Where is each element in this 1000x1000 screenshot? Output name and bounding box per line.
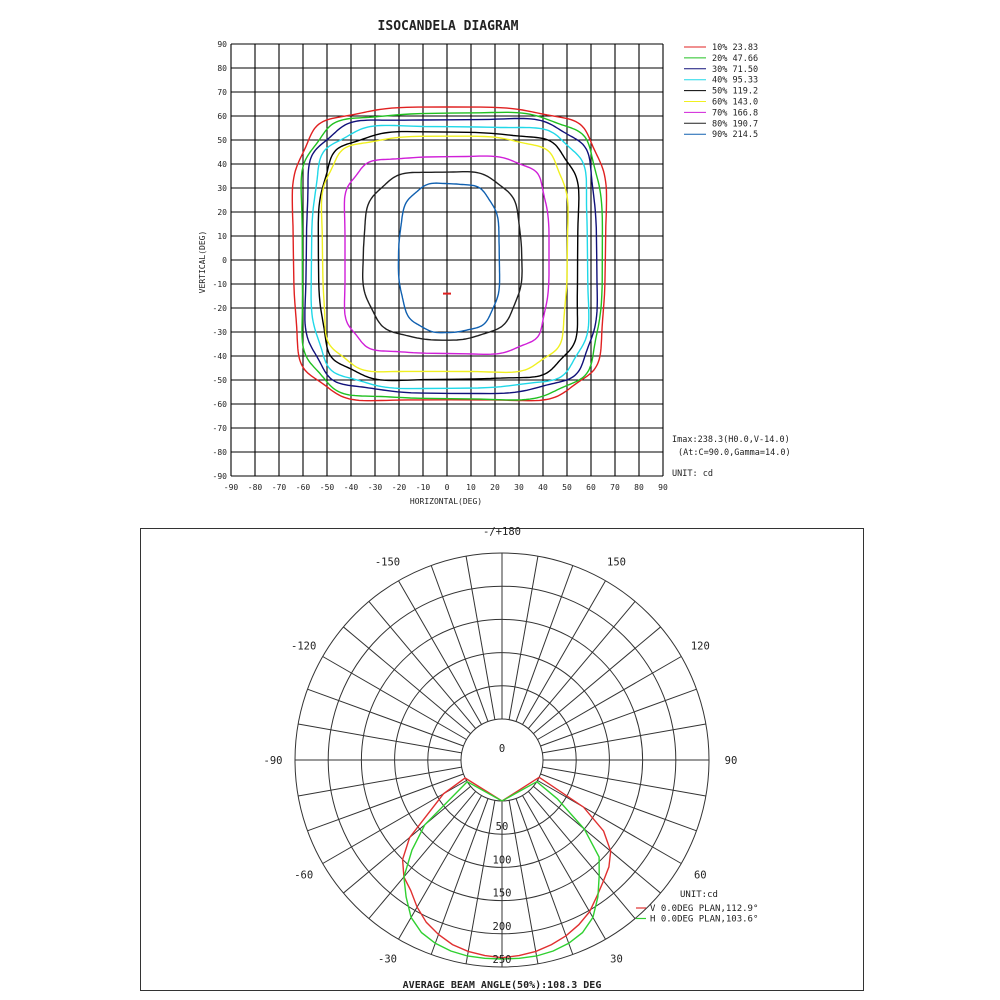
polar-grid-spoke [298, 724, 461, 753]
polar-grid-spoke [541, 689, 697, 746]
iso-y-tick-label: 10 [217, 232, 227, 241]
iso-y-tick-label: -90 [212, 472, 227, 481]
polar-legend-label: H 0.0DEG PLAN,103.6° [650, 914, 759, 925]
polar-grid-spoke [431, 799, 488, 955]
iso-y-tick-label: -80 [212, 448, 227, 457]
iso-y-tick-label: 40 [217, 160, 227, 169]
iso-x-axis-label: HORIZONTAL(DEG) [409, 497, 483, 506]
polar-chart [141, 526, 864, 991]
iso-y-tick-label: -70 [212, 424, 227, 433]
polar-grid [295, 553, 709, 967]
iso-legend-label: 80% 190.7 [712, 119, 759, 130]
iso-contour-line [398, 183, 499, 333]
iso-x-tick-label: -80 [247, 483, 263, 492]
iso-y-tick-label: -50 [212, 376, 227, 385]
polar-angle-label: -30 [378, 953, 397, 966]
iso-x-tick-label: 60 [586, 483, 596, 492]
polar-legend-label: V 0.0DEG PLAN,112.9° [650, 904, 759, 914]
polar-radial-tick-label: 150 [492, 887, 512, 900]
polar-angle-label: 150 [607, 556, 626, 569]
iso-x-tick-label: -60 [295, 483, 311, 492]
polar-angle-label: 0 [498, 743, 506, 755]
iso-x-tick-label: -40 [343, 483, 359, 492]
polar-grid-spoke [509, 800, 538, 963]
iso-x-tick-label: -50 [319, 483, 335, 492]
iso-x-tick-label: -90 [223, 483, 239, 492]
iso-contour-line [311, 125, 589, 388]
polar-grid-spoke [528, 601, 635, 728]
iso-x-tick-label: 0 [444, 483, 450, 492]
iso-y-tick-label: 30 [217, 184, 227, 193]
polar-angle-label: 120 [690, 640, 710, 653]
polar-grid-spoke [516, 565, 573, 721]
iso-unit-annotation: UNIT: cd [672, 469, 713, 479]
iso-y-tick-label: -10 [212, 280, 227, 289]
polar-angle-label: 90 [724, 755, 738, 767]
polar-unit-annotation: UNIT:cd [680, 890, 718, 900]
iso-contours [292, 107, 606, 401]
iso-legend-label: 90% 214.5 [712, 130, 759, 141]
polar-grid-spoke [466, 556, 495, 719]
iso-x-tick-label: -20 [391, 483, 407, 492]
iso-legend-label: 70% 166.8 [712, 108, 759, 119]
polar-beam-angle-caption: AVERAGE BEAM ANGLE(50%):108.3 DEG [402, 980, 602, 991]
iso-x-tick-label: -70 [271, 483, 287, 492]
iso-x-tick-label: 30 [514, 483, 524, 492]
polar-grid-spoke [541, 774, 697, 831]
iso-x-tick-label: 20 [490, 483, 500, 492]
polar-grid-spoke [307, 689, 463, 746]
polar-angle-label: -/+180 [483, 526, 521, 538]
iso-x-tick-label: 10 [466, 483, 476, 492]
iso-imax-annotation: Imax:238.3(H0.0,V-14.0) [672, 435, 790, 445]
polar-radial-tick-label: 100 [492, 854, 512, 867]
iso-legend-label: 60% 143.0 [712, 97, 759, 108]
iso-y-tick-labels [213, 40, 228, 481]
iso-legend [684, 43, 758, 140]
polar-grid-spoke [466, 800, 495, 963]
iso-contour-line [301, 112, 602, 400]
polar-grid-spoke [343, 786, 470, 893]
iso-contour-line [292, 107, 606, 401]
iso-x-tick-labels [224, 483, 668, 492]
iso-x-tick-label: 50 [562, 483, 572, 492]
iso-contour-line [363, 172, 522, 341]
iso-x-tick-label: -10 [415, 483, 431, 492]
polar-grid-spoke [369, 791, 476, 918]
iso-y-tick-label: 90 [217, 40, 227, 49]
iso-y-tick-label: 80 [217, 64, 227, 73]
iso-at-annotation: (At:C=90.0,Gamma=14.0) [678, 448, 791, 458]
polar-grid-spoke [431, 565, 488, 721]
iso-y-tick-label: 60 [217, 112, 227, 121]
iso-legend-label: 20% 47.66 [712, 53, 759, 64]
polar-grid-spoke [542, 724, 705, 753]
polar-grid-spoke [369, 601, 476, 728]
iso-x-tick-label: 70 [610, 483, 620, 492]
iso-legend-label: 30% 71.50 [712, 64, 759, 75]
polar-grid-spoke [516, 799, 573, 955]
polar-grid-spoke [533, 627, 660, 734]
iso-y-tick-label: -60 [212, 400, 227, 409]
polar-grid-spoke [533, 786, 660, 893]
polar-angle-label: -60 [294, 869, 314, 882]
iso-x-tick-label: -30 [367, 483, 383, 492]
iso-contour-line [318, 132, 579, 381]
iso-title: ISOCANDELA DIAGRAM [377, 19, 519, 34]
iso-legend-label: 10% 23.83 [712, 43, 759, 53]
polar-grid-ring [461, 719, 543, 801]
iso-y-tick-label: 0 [222, 256, 227, 265]
iso-x-tick-label: 40 [538, 483, 548, 492]
polar-grid-spoke [307, 774, 463, 831]
iso-x-tick-label: 80 [634, 483, 644, 492]
iso-legend-label: 50% 119.2 [712, 86, 759, 97]
iso-y-tick-label: -20 [212, 304, 227, 313]
polar-angle-label: -120 [291, 640, 317, 653]
polar-legend [636, 904, 758, 925]
polar-grid-spoke [542, 767, 705, 796]
isocandela-chart [198, 19, 791, 506]
iso-x-tick-label: 90 [658, 483, 668, 492]
polar-grid-spoke [298, 767, 461, 796]
iso-y-tick-label: -40 [212, 352, 227, 361]
polar-grid-spoke [343, 627, 470, 734]
polar-angle-label: 30 [610, 953, 623, 966]
polar-radial-tick-label: 250 [492, 954, 512, 966]
polar-grid-spoke [528, 791, 635, 918]
polar-angle-label: -150 [374, 556, 401, 569]
iso-grid [231, 44, 663, 476]
iso-legend-label: 40% 95.33 [712, 75, 759, 86]
polar-angle-label: -90 [263, 755, 283, 767]
iso-y-axis-label: VERTICAL(DEG) [198, 230, 207, 294]
polar-radial-tick-label: 50 [495, 821, 509, 834]
iso-y-tick-label: 50 [217, 136, 227, 145]
polar-radial-tick-label: 200 [492, 920, 512, 933]
polar-grid-spoke [509, 556, 538, 719]
polar-angle-label: 60 [693, 869, 707, 882]
iso-y-tick-label: 20 [217, 208, 227, 217]
iso-y-tick-label: 70 [217, 88, 227, 97]
iso-y-tick-label: -30 [212, 328, 227, 337]
